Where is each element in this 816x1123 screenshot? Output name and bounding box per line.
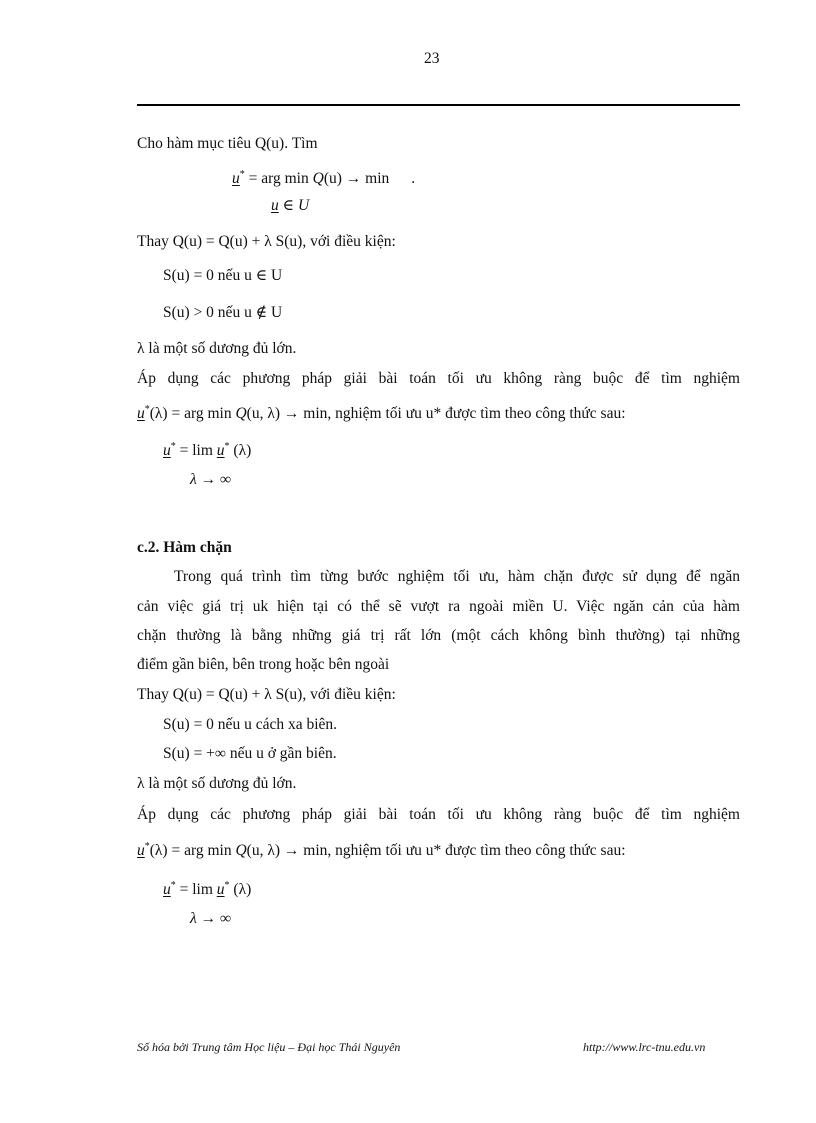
limit-formula-2: u* = lim u* (λ)	[163, 880, 252, 898]
footer-source: Số hóa bởi Trung tâm Học liệu – Đại học Thái Nguyên	[137, 1040, 401, 1054]
lambda-note-1: λ là một số dương đủ lớn.	[137, 340, 297, 357]
limit-formula-1: u* = lim u* (λ)	[163, 441, 252, 459]
apply-line-2: Áp dụng các phương pháp giải bài toán tối ưu không ràng buộc để tìm nghiệm	[137, 806, 740, 823]
intro-line: Cho hàm mục tiêu Q(u). Tìm	[137, 135, 318, 152]
header-rule	[137, 104, 740, 106]
condition-3: S(u) = 0 nếu u cách xa biên.	[163, 716, 338, 733]
substitution-line-2: Thay Q(u) = Q(u) + λ S(u), với điều kiện:	[137, 686, 396, 703]
paragraph-line-4: điểm gần biên, bên trong hoặc bên ngoài	[137, 656, 390, 673]
formula-argmin-1-constraint: u ∈ U	[271, 197, 310, 214]
page-number: 23	[424, 50, 440, 67]
condition-2: S(u) > 0 nếu u ∉ U	[163, 304, 283, 321]
condition-1: S(u) = 0 nếu u ∈ U	[163, 267, 283, 284]
paragraph-line-2: cản việc giá trị uk hiện tại có thể sẽ vượt ra ngoài miền U. Việc ngăn cản của hàm	[137, 598, 740, 615]
lambda-note-2: λ là một số dương đủ lớn.	[137, 775, 297, 792]
argmin-line-1: u*(λ) = arg min Q(u, λ) → min, nghiệm tối ưu u* được tìm theo công thức sau:	[137, 404, 626, 422]
argmin-line-2: u*(λ) = arg min Q(u, λ) → min, nghiệm tối ưu u* được tìm theo công thức sau:	[137, 841, 626, 859]
paragraph-line-1: Trong quá trình tìm từng bước nghiệm tối ưu, hàm chặn được sử dụng để ngăn	[174, 568, 740, 585]
substitution-line-1: Thay Q(u) = Q(u) + λ S(u), với điều kiện:	[137, 233, 396, 250]
condition-4: S(u) = +∞ nếu u ở gần biên.	[163, 745, 337, 762]
footer-url[interactable]: http://www.lrc-tnu.edu.vn	[583, 1040, 706, 1054]
apply-line-1: Áp dụng các phương pháp giải bài toán tối ưu không ràng buộc để tìm nghiệm	[137, 370, 740, 387]
limit-formula-2-sub: λ → ∞	[190, 910, 232, 927]
section-heading: c.2. Hàm chặn	[137, 539, 232, 556]
limit-formula-1-sub: λ → ∞	[190, 471, 232, 488]
formula-var: u	[232, 170, 240, 187]
formula-argmin-1: u* = arg min Q(u) → min .	[232, 169, 416, 187]
paragraph-line-3: chặn thường là bằng những giá trị rất lớn (một cách không bình thường) tại những	[137, 627, 740, 644]
